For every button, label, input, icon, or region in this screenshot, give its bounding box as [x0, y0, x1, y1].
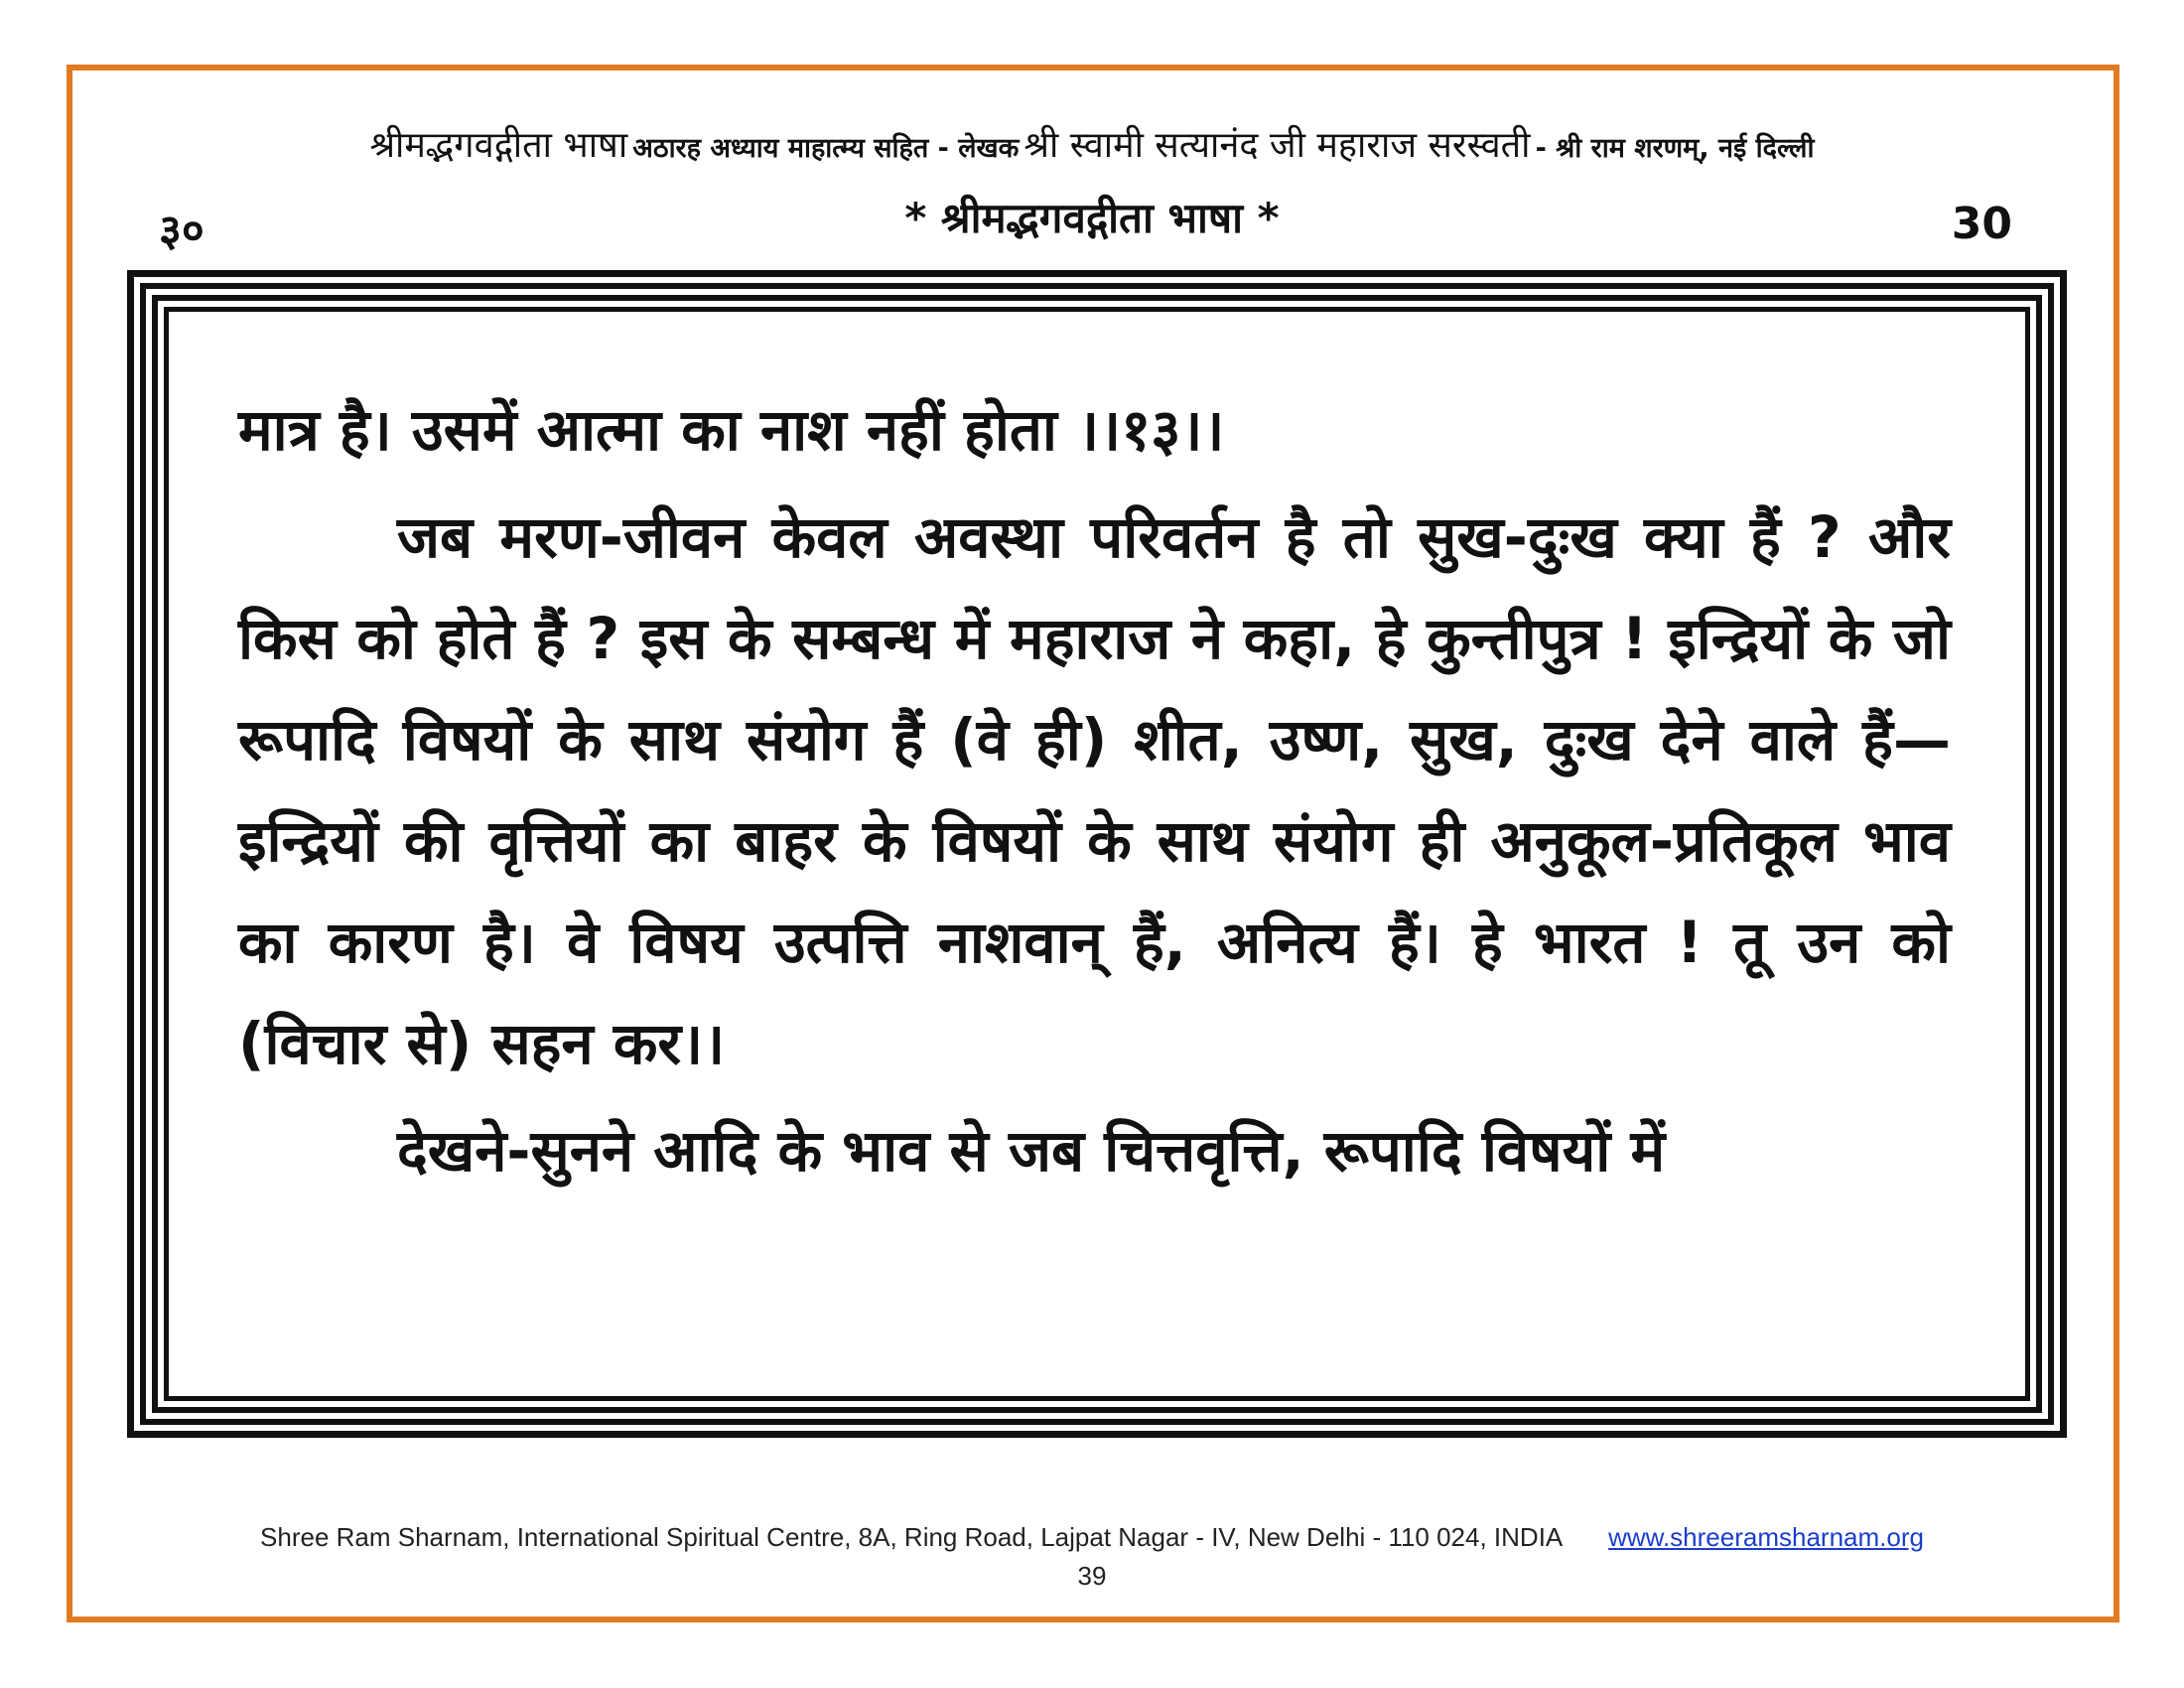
footer — [0, 1522, 2184, 1553]
page-number-latin: 30 — [1951, 199, 2012, 249]
header-title: श्रीमद्भगवद्गीता भाषा — [369, 125, 628, 166]
paragraph-2: जब मरण-जीवन केवल अवस्था परिवर्तन है तो सुख-दुःख क्या हैं ? और किस को होते हैं ? इस के सम्बन्ध में महाराज ने कहा, हे कुन्तीपुत्र ! इन्द्रियों के जो रूपादि विषयों के साथ संयोग हैं (वे ही) शीत, उष्ण, सुख, दुःख देने वाले हैं—इन्द्रियों की वृत्तियों का बाहर के विषयों के साथ संयोग ही अनुकूल-प्रतिकूल भाव का कारण है। वे विषय उत्पत्ति नाशवान् हैं, अनित्य हैं। हे भारत ! तू उन को (विचार से) सहन कर।। — [238, 503, 1951, 1077]
header-publisher: - श्री राम शरणम्, नई दिल्ली — [1535, 133, 1815, 164]
footer-page-number: 39 — [1077, 1561, 1107, 1591]
paragraph-1: मात्र है। उसमें आत्मा का नाश नहीं होता ।।१३।। — [238, 396, 1225, 464]
footer-address: Shree Ram Sharnam, International Spiritual Centre, 8A, Ring Road, Lajpat Nagar - IV, New Delhi - 110 024, INDIA — [260, 1522, 1562, 1552]
body-text — [238, 379, 1951, 1201]
website-link[interactable]: www.shreeramsharnam.org — [1608, 1522, 1924, 1552]
paragraph-3: देखने-सुनने आदि के भाव से जब चित्तवृत्ति, रूपादि विषयों में — [397, 1117, 1666, 1185]
header-subtitle: अठारह अध्याय माहात्म्य सहित - लेखक — [632, 133, 1020, 164]
running-title: * श्रीमद्भगवद्गीता भाषा * — [904, 194, 1280, 242]
page-number-devanagari: ३० — [159, 206, 205, 256]
document-header — [99, 119, 2085, 168]
header-author: श्री स्वामी सत्यानंद जी महाराज सरस्वती — [1024, 125, 1531, 166]
text-frame — [127, 270, 2067, 1438]
